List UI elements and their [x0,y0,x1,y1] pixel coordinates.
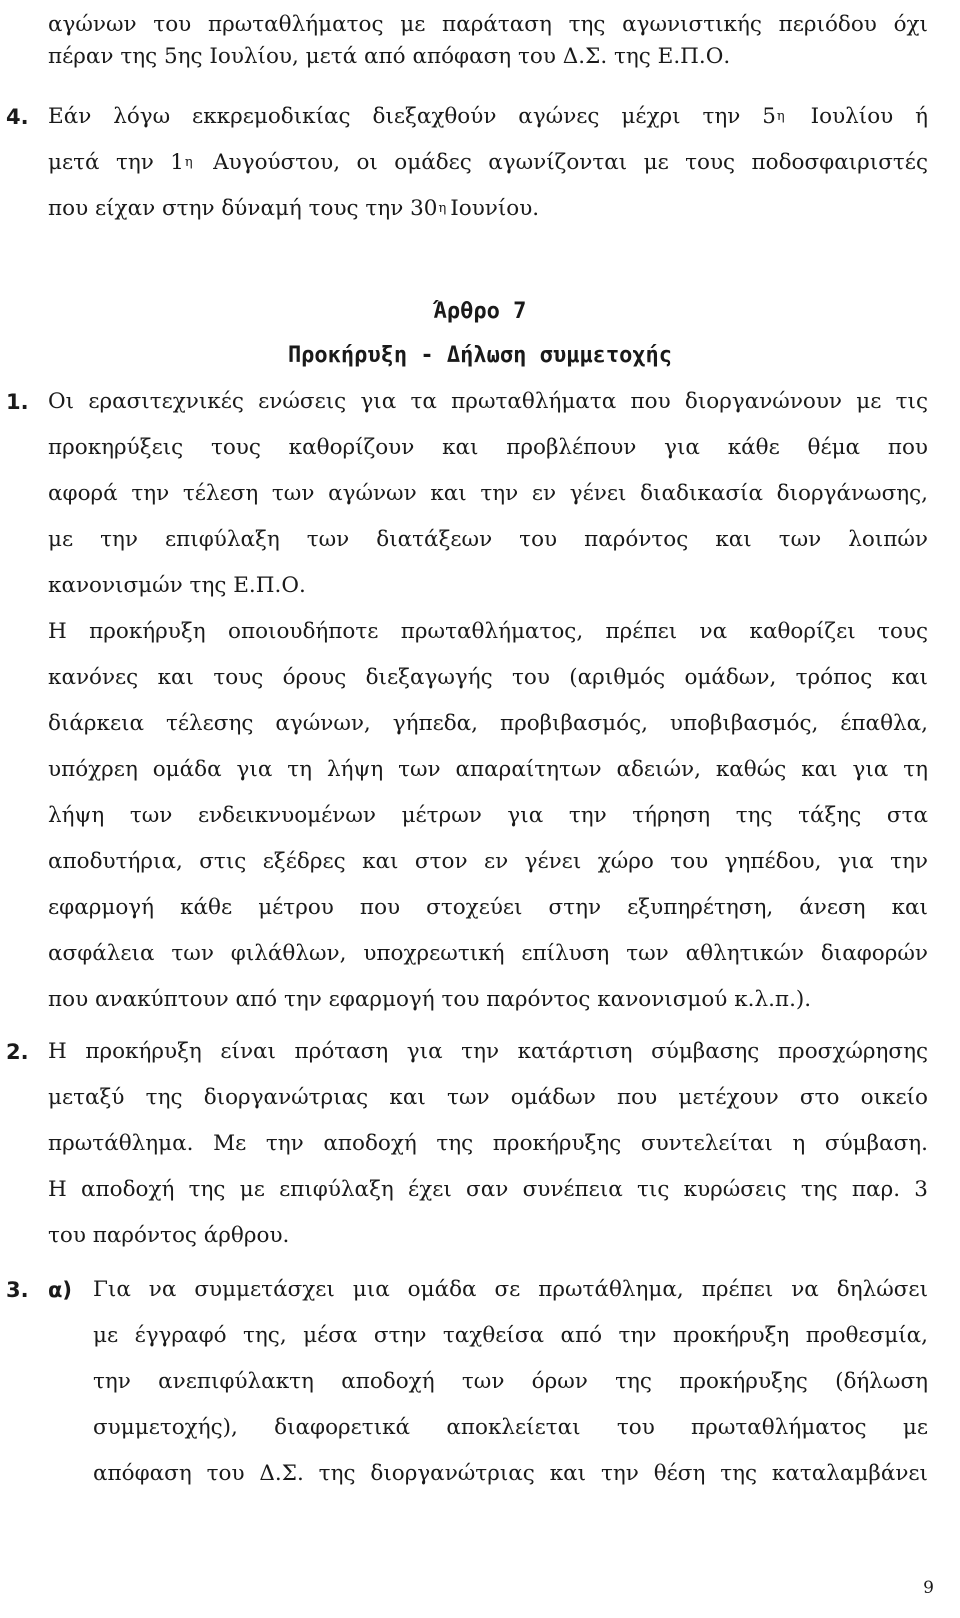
text-line: υπόχρεη ομάδα για τη λήψη των απαραίτητων αδειών, καθώς και για τη [48,757,928,782]
text-line: ασφάλεια των φιλάθλων, υποχρεωτική επίλυση των αθλητικών διαφορών [48,941,928,966]
text-line: συμμετοχής), διαφορετικά αποκλείεται του πρωταθλήματος με [93,1415,928,1440]
text-line: που είχαν στην δύναμή τους την $30^\eta$ Ιουνίου. [48,196,540,221]
paragraph-number: 1. [6,390,29,414]
text-line: πρωτάθλημα. Με την αποδοχή της προκήρυξης συντελείται η σύμβαση. [48,1131,928,1156]
text-line: με έγγραφό της, μέσα στην ταχθείσα από την προκήρυξη προθεσμία, [93,1323,928,1348]
text-line: λήψη των ενδεικνυομένων μέτρων για την τήρηση της τάξης στα [48,803,928,828]
text-line: που ανακύπτουν από την εφαρμογή του παρόντος κανονισμού κ.λ.π.). [48,987,812,1012]
text-line: Η προκήρυξη οποιουδήποτε πρωταθλήματος, πρέπει να καθορίζει τους [48,619,928,644]
text-line: με την επιφύλαξη των διατάξεων του παρόντος και των λοιπών [48,527,928,552]
text-line: μεταξύ της διοργανώτριας και των ομάδων που μετέχουν στο οικείο [48,1085,928,1110]
text-line: Για να συμμετάσχει μια ομάδα σε πρωτάθλημα, πρέπει να δηλώσει [93,1277,928,1302]
text-line: απόφαση του Δ.Σ. της διοργανώτριας και την θέση της καταλαμβάνει [93,1461,928,1486]
text-line: διάρκεια τέλεσης αγώνων, γήπεδα, προβιβασμός, υποβιβασμός, έπαθλα, [48,711,928,736]
article-subtitle: Προκήρυξη - Δήλωση συμμετοχής [287,343,673,368]
text-line: αγώνων του πρωταθλήματος με παράταση της αγωνιστικής περιόδου όχι [48,12,928,37]
text-line: την ανεπιφύλακτη αποδοχή των όρων της προκήρυξης (δήλωση [93,1369,928,1394]
paragraph-number: 2. [6,1040,29,1064]
text-line: κανονισμών της Ε.Π.Ο. [48,573,306,598]
text-line: προκηρύξεις τους καθορίζουν και προβλέπουν για κάθε θέμα που [48,435,928,460]
article-title: Άρθρο 7 [433,299,527,324]
text-line: μετά την $1^\eta$ Αυγούστου, οι ομάδες αγωνίζονται με τους ποδοσφαιριστές [48,150,928,175]
paragraph-number: 3. [6,1278,29,1302]
text-line: Η αποδοχή της με επιφύλαξη έχει σαν συνέπεια τις κυρώσεις της παρ. 3 [48,1177,928,1202]
text-line: του παρόντος άρθρου. [48,1223,290,1248]
subparagraph-label: α) [48,1278,73,1302]
text-line: Οι ερασιτεχνικές ενώσεις για τα πρωταθλήματα που διοργανώνουν με τις [48,389,928,414]
text-line: αποδυτήρια, στις εξέδρες και στον εν γένει χώρο του γηπέδου, για την [48,849,928,874]
text-line: Η προκήρυξη είναι πρόταση για την κατάρτιση σύμβασης προσχώρησης [48,1039,928,1064]
text-line: πέραν της 5ης Ιουλίου, μετά από απόφαση του Δ.Σ. της Ε.Π.Ο. [48,44,731,69]
text-line: αφορά την τέλεση των αγώνων και την εν γένει διαδικασία διοργάνωσης, [48,481,928,506]
page-number: 9 [923,1578,934,1598]
paragraph-number: 4. [6,105,29,129]
text-line: Εάν λόγω εκκρεμοδικίας διεξαχθούν αγώνες μέχρι την $5^\eta$ Ιουλίου ή [48,104,928,129]
text-line: εφαρμογή κάθε μέτρου που στοχεύει στην εξυπηρέτηση, άνεση και [48,895,928,920]
text-line: κανόνες και τους όρους διεξαγωγής του (αριθμός ομάδων, τρόπος και [48,665,928,690]
